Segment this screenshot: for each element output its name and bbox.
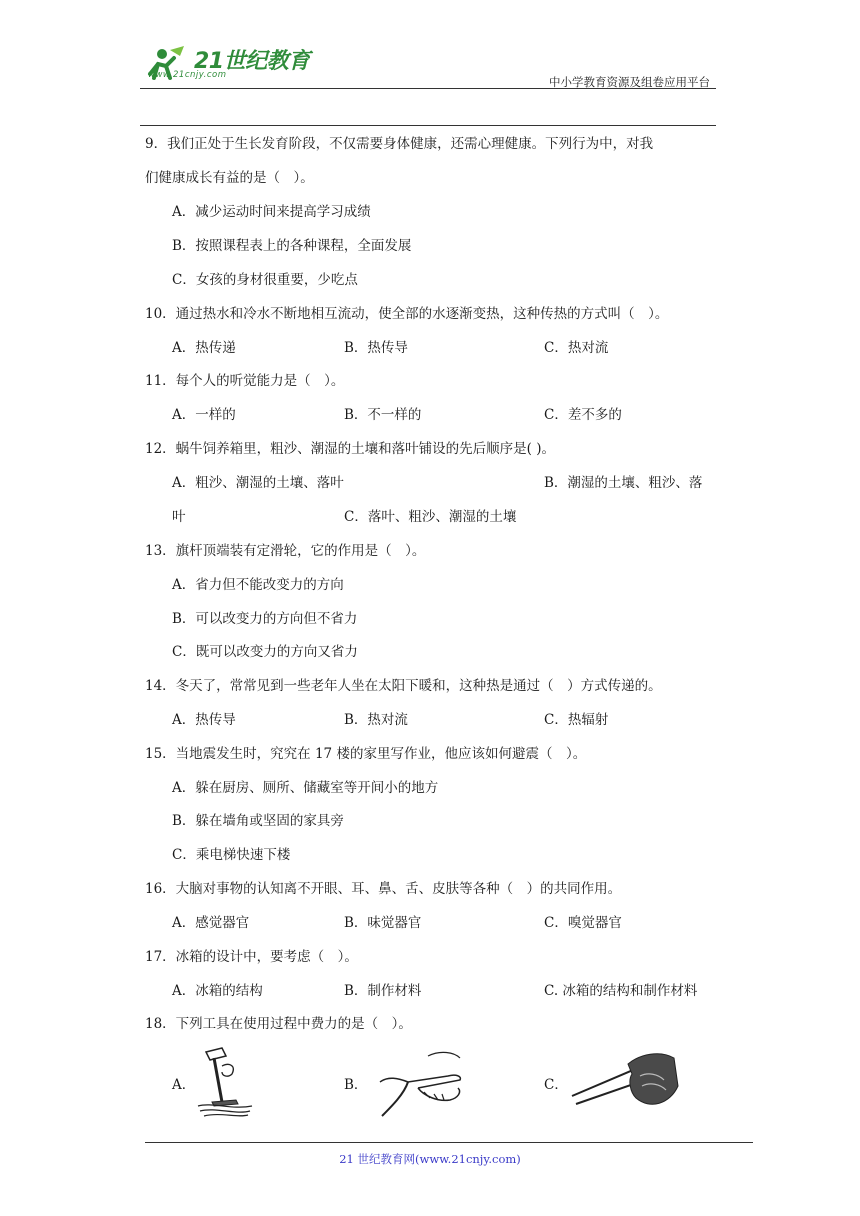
question-11-option-c[interactable]: C．差不多的 (544, 407, 622, 423)
question-18-option-c[interactable]: C． (544, 1077, 568, 1093)
question-13-option-b[interactable]: B．可以改变力的方向但不省力 (172, 611, 358, 627)
question-16-option-b[interactable]: B．味觉器官 (344, 915, 422, 931)
question-13-option-a[interactable]: A．省力但不能改变力的方向 (172, 577, 344, 593)
content-top-divider (140, 125, 716, 126)
question-14-option-a[interactable]: A．热传导 (172, 712, 236, 728)
question-9-option-c[interactable]: C．女孩的身材很重要，少吃点 (172, 272, 358, 288)
question-18-stem: 18．下列工具在使用过程中费力的是（ ）。 (145, 1016, 412, 1032)
chopsticks-tool-icon (570, 1046, 682, 1112)
question-16-option-c[interactable]: C．嗅觉器官 (544, 915, 622, 931)
question-10-option-b[interactable]: B．热传导 (344, 340, 408, 356)
question-17-stem: 17．冰箱的设计中，要考虑（ ）。 (145, 949, 358, 965)
question-13-option-c[interactable]: C．既可以改变力的方向又省力 (172, 644, 358, 660)
footer-divider (145, 1142, 753, 1143)
page-header (140, 38, 716, 88)
question-17-option-c[interactable]: C. 冰箱的结构和制作材料 (544, 983, 698, 999)
question-15-option-b[interactable]: B．躲在墙角或坚固的家具旁 (172, 813, 344, 829)
question-10-stem: 10．通过热水和冷水不断地相互流动，使全部的水逐渐变热，这种传热的方式叫（ ）。 (145, 306, 669, 322)
question-9-option-b[interactable]: B．按照课程表上的各种课程，全面发展 (172, 238, 412, 254)
question-16-stem: 16．大脑对事物的认知离不开眼、耳、鼻、舌、皮肤等各种（ ）的共同作用。 (145, 881, 622, 897)
question-14-stem: 14．冬天了，常常见到一些老年人坐在太阳下暖和，这种热是通过（ ）方式传递的。 (145, 678, 662, 694)
question-10-option-a[interactable]: A．热传递 (172, 340, 236, 356)
question-9-stem-cont: 们健康成长有益的是（ ）。 (145, 170, 314, 186)
question-10-option-c[interactable]: C．热对流 (544, 340, 609, 356)
logo-url: www.21cnjy.com (148, 70, 227, 80)
question-12-option-a[interactable]: A．粗沙、潮湿的土壤、落叶 (172, 475, 344, 491)
question-15-option-a[interactable]: A．躲在厨房、厕所、储藏室等开间小的地方 (172, 780, 439, 796)
hammer-tool-icon (192, 1044, 258, 1118)
question-9-option-a[interactable]: A．减少运动时间来提高学习成绩 (172, 204, 371, 220)
question-12-option-b[interactable]: B．潮湿的土壤、粗沙、落 (544, 475, 703, 491)
question-12-option-c[interactable]: C．落叶、粗沙、潮湿的土壤 (344, 509, 517, 525)
question-16-option-a[interactable]: A．感觉器官 (172, 915, 250, 931)
question-17-option-a[interactable]: A．冰箱的结构 (172, 983, 263, 999)
footer-site-link[interactable]: 21 世纪教育网(www.21cnjy.com) (339, 1152, 521, 1166)
question-15-stem: 15．当地震发生时，究究在 17 楼的家里写作业，他应该如何避震（ ）。 (145, 746, 587, 762)
question-15-option-c[interactable]: C．乘电梯快速下楼 (172, 847, 291, 863)
question-11-stem: 11．每个人的听觉能力是（ ）。 (145, 373, 345, 389)
question-17-option-b[interactable]: B．制作材料 (344, 983, 422, 999)
question-13-stem: 13．旗杆顶端装有定滑轮，它的作用是（ ）。 (145, 543, 426, 559)
question-18-option-b[interactable]: B． (344, 1077, 368, 1093)
question-14-option-b[interactable]: B．热对流 (344, 712, 408, 728)
question-14-option-c[interactable]: C．热辐射 (544, 712, 609, 728)
question-12-option-b-cont: 叶 (172, 509, 186, 525)
question-9-stem: 9．我们正处于生长发育阶段，不仅需要身体健康，还需心理健康。下列行为中，对我 (145, 136, 654, 152)
question-18-option-a[interactable]: A． (172, 1077, 196, 1093)
question-11-option-b[interactable]: B．不一样的 (344, 407, 422, 423)
header-divider (140, 88, 716, 89)
question-12-stem: 12．蜗牛饲养箱里，粗沙、潮湿的土壤和落叶铺设的先后顺序是( )。 (145, 441, 556, 457)
platform-title: 中小学教育资源及组卷应用平台 (549, 75, 710, 89)
question-11-option-a[interactable]: A．一样的 (172, 407, 236, 423)
pliers-tool-icon (378, 1046, 464, 1120)
logo-text: 21世纪教育 (194, 49, 310, 74)
